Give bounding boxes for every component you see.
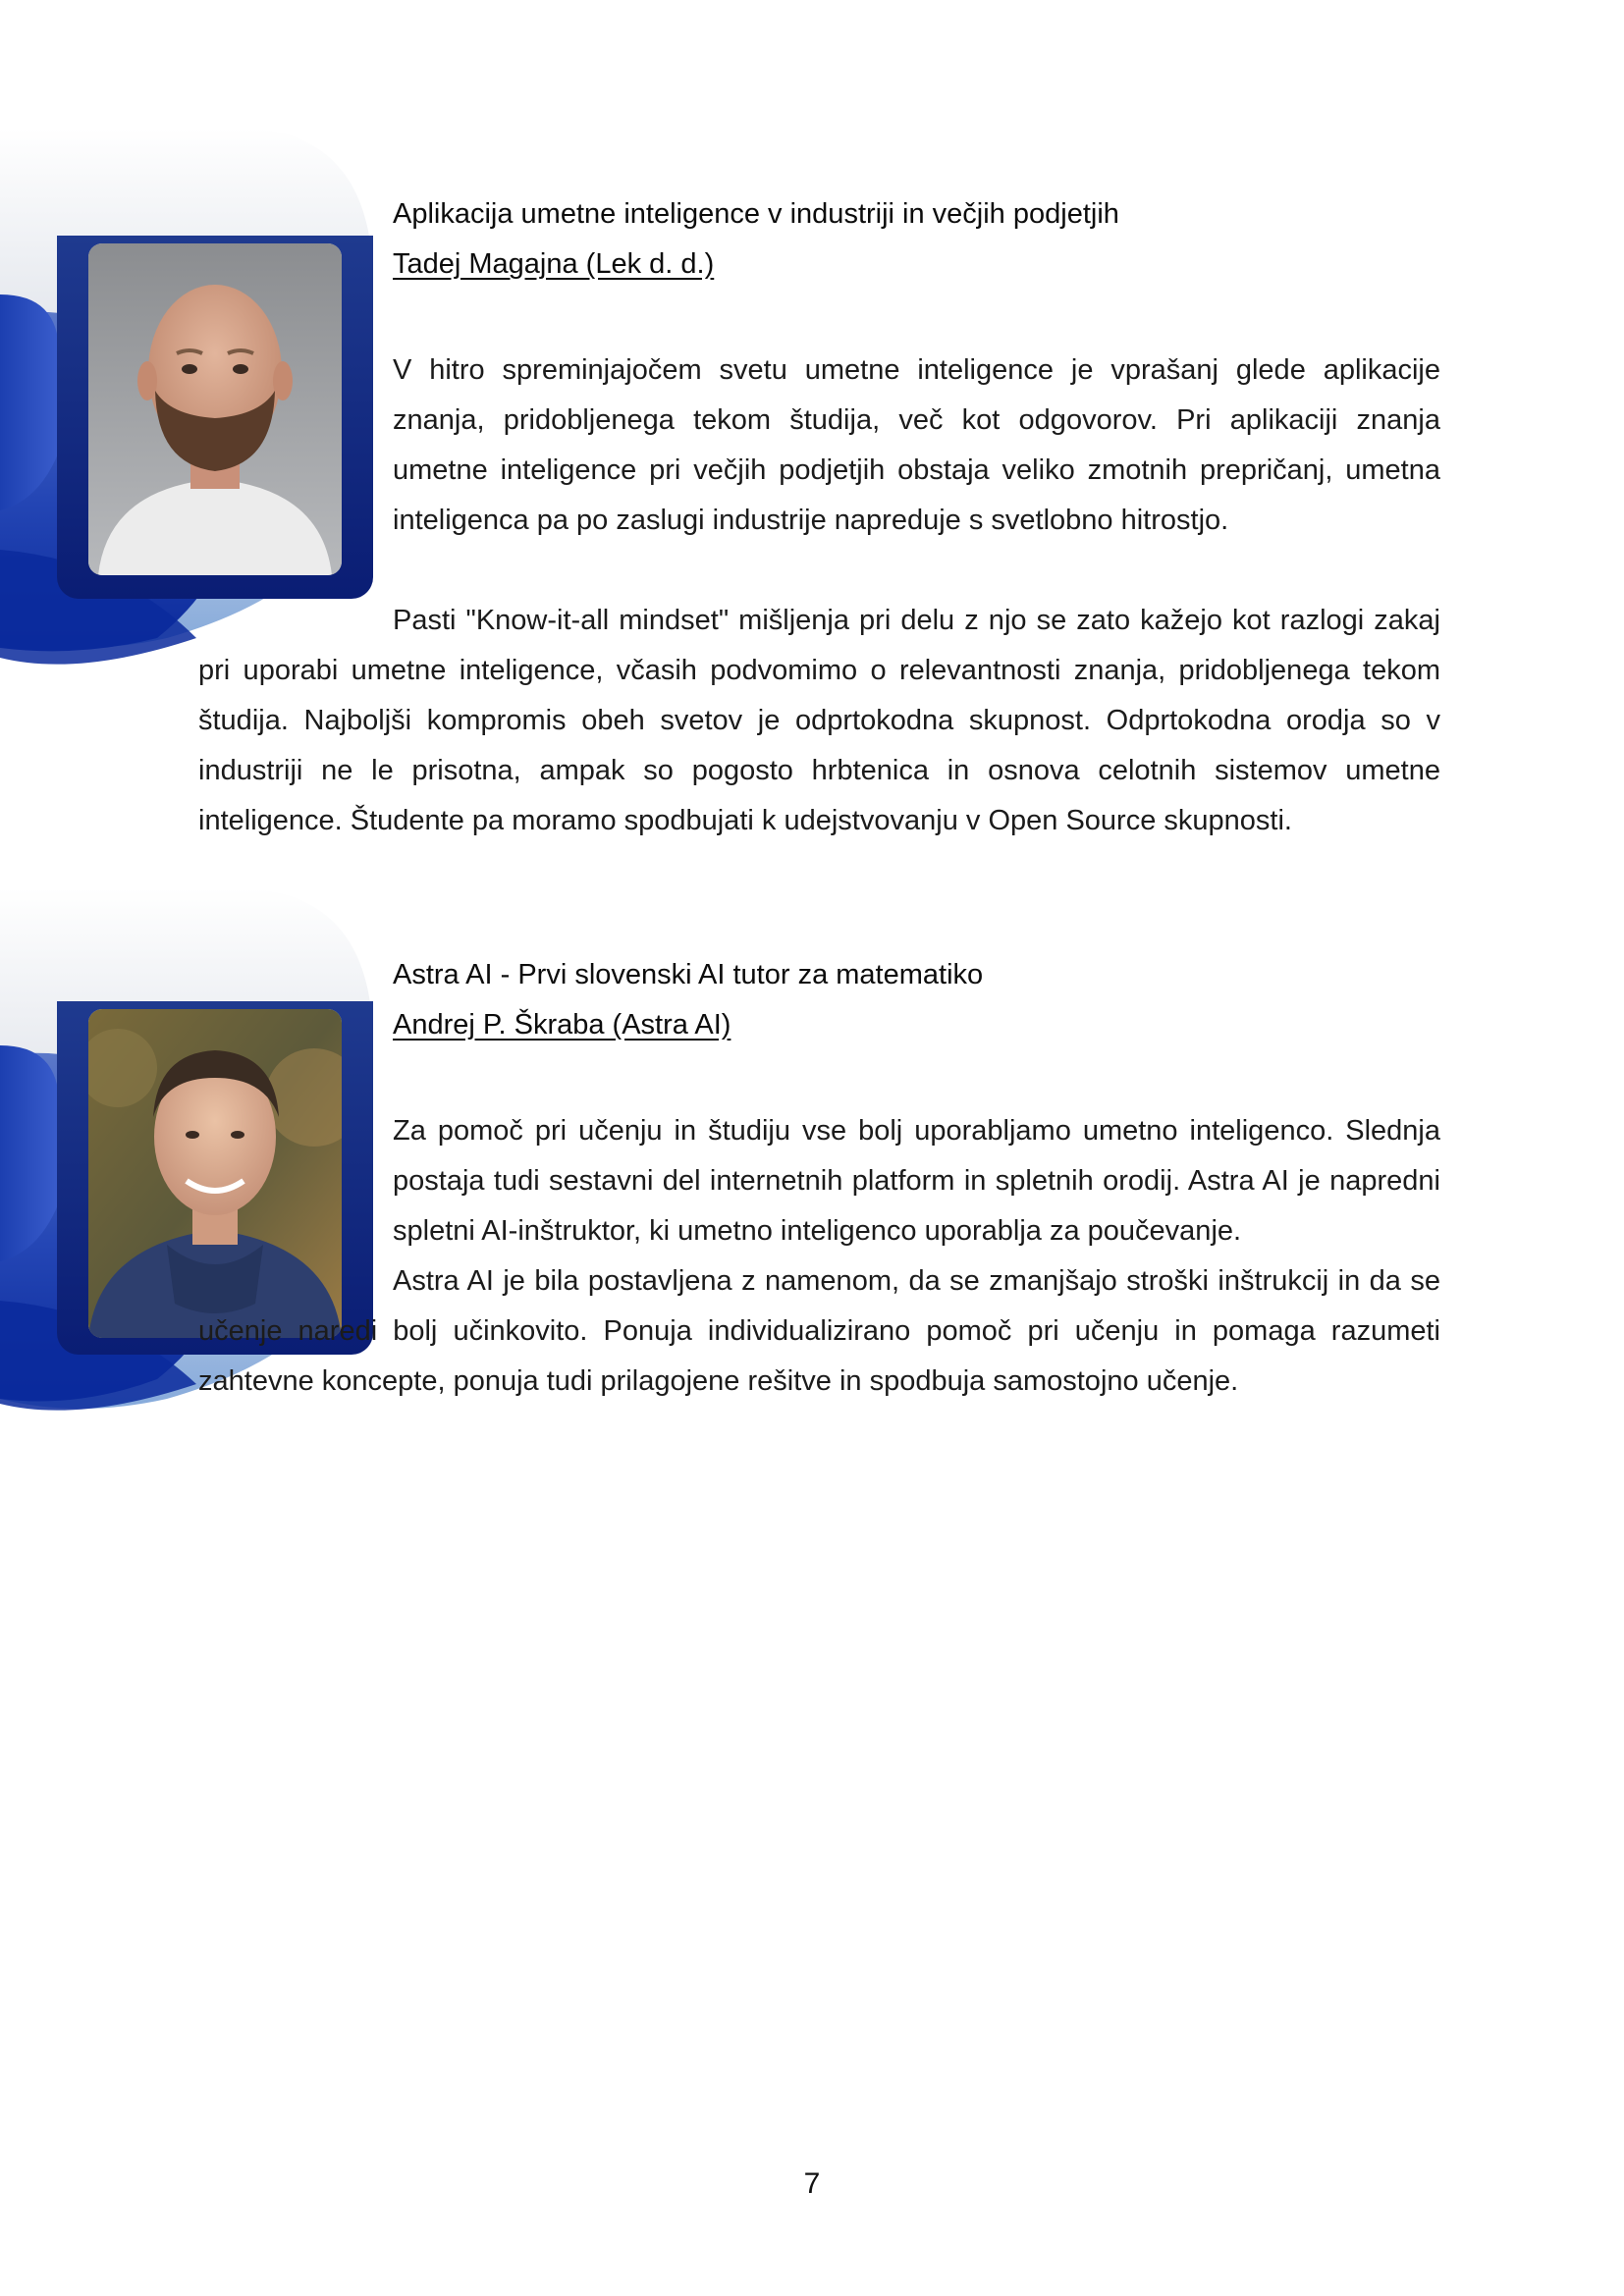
page-number: 7 bbox=[803, 2167, 821, 2200]
paragraph: Astra AI je bila postavljena z namenom, da se zmanjšajo stroški inštrukcij in da se učenje naredi bolj učinkovito. Ponuja individualizirano pomoč pri učenju in pomaga razumeti zahtevne koncepte, ponuja tudi prilagojene rešitve in spodbuja samostojno učenje. bbox=[198, 1265, 1440, 1397]
talk-title: Aplikacija umetne inteligence v industriji in večjih podjetjih bbox=[393, 198, 1119, 230]
speaker-section-2 bbox=[0, 888, 1624, 1536]
portrait-image bbox=[88, 243, 342, 575]
speaker-section-1 bbox=[0, 128, 1624, 874]
talk-title: Astra AI - Prvi slovenski AI tutor za matematiko bbox=[393, 959, 984, 990]
speaker-name[interactable]: Tadej Magajna (Lek d. d.) bbox=[393, 248, 715, 280]
paragraph: V hitro spreminjajočem svetu umetne inteligence je vprašanj glede aplikacije znanja, pridobljenega tekom študija, več kot odgovorov. Pri aplikaciji znanja umetne inteligence pri večjih podjetjih obstaja veliko zmotnih prepričanj, umetna inteligenca pa po zaslugi industrije napreduje s svetlobno hitrostjo. bbox=[393, 354, 1440, 536]
speaker-photo-tadej bbox=[88, 243, 342, 575]
speaker-name[interactable]: Andrej P. Škraba (Astra AI) bbox=[393, 1009, 731, 1041]
paragraph: Pasti "Know-it-all mindset" mišljenja pri delu z njo se zato kažejo kot razlogi zakaj pri uporabi umetne inteligence, včasih podvomimo o relevantnosti znanja, pridobljenega tekom študija. Najboljši kompromis obeh svetov je odprtokodna skupnost. Odprtokodna orodja so v industriji ne le prisotna, ampak so pogosto hrbtenica in osnova celotnih sistemov umetne inteligence. Študente pa moramo spodbujati k udejstvovanju v Open Source skupnosti. bbox=[198, 605, 1440, 836]
paragraph: Za pomoč pri učenju in študiju vse bolj uporabljamo umetno inteligenco. Slednja postaja tudi sestavni del internetnih platform in spletnih orodij. Astra AI je napredni spletni AI-inštruktor, ki umetno inteligenco uporablja za poučevanje. bbox=[393, 1115, 1440, 1247]
